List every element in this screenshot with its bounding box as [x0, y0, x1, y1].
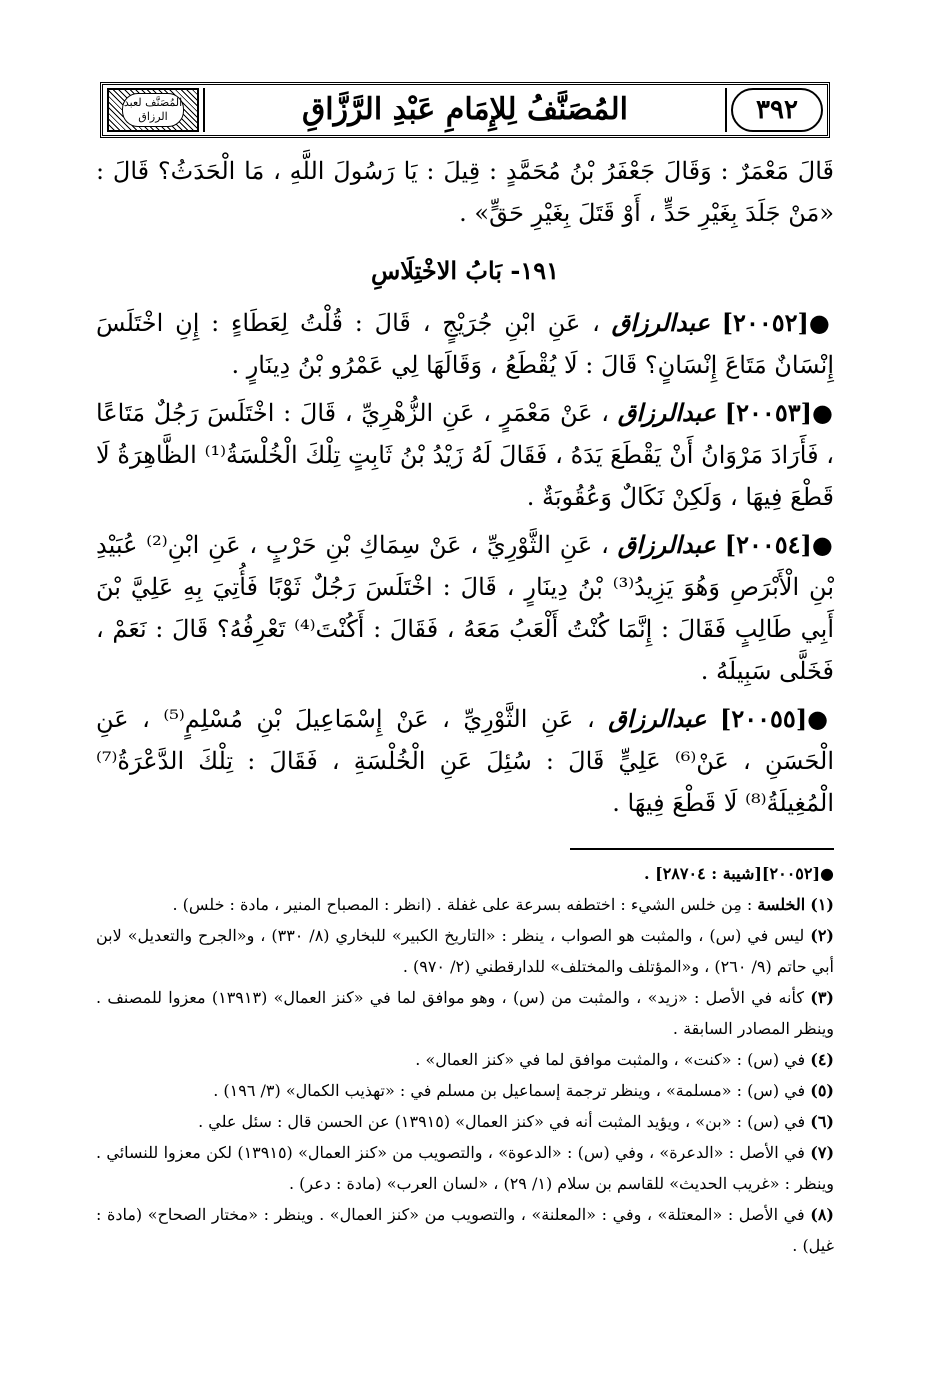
- page-header: [100, 82, 830, 138]
- book-seal-text: المُصَنَّف لعبد الرزاق: [122, 93, 184, 127]
- footnote-ref: (٢): [810, 926, 834, 945]
- footnote-6: [96, 1106, 834, 1137]
- footnote-text: في الأصل : «المعتلة» ، وفي : «المعلنة» ، والتصويب من «كنز العمال» . وينظر : «مختار الصحاح» (مادة : غيل) .: [96, 1205, 834, 1255]
- hadith-bullet: ●: [811, 398, 834, 427]
- footnote-text: في (س) : «مسلمة» ، وينظر ترجمة إسماعيل بن مسلم في : «تهذيب الكمال» (٣/ ١٩٦) .: [213, 1081, 806, 1100]
- footnote-3: [96, 982, 834, 1044]
- footnote-text: كأنه في الأصل : «زيد» ، والمثبت من (س) ، وهو موافق لما في «كنز العمال» (١٣٩١٣) معزوا للمصنف . وينظر المصادر السابقة .: [96, 988, 834, 1038]
- footnote-text: في الأصل : «الدعرة» ، وفي (س) : «الدعوة» ، والتصويب من «كنز العمال» (١٣٩١٥) لكن معزوا للنسائي . وينظر : «غريب الحديث» للقاسم بن سلام (١/ ٢٩) ، «لسان العرب» (مادة : دعر) .: [96, 1143, 834, 1193]
- footnote-term: الخلسة: [757, 895, 806, 914]
- footnotes: [96, 858, 834, 1261]
- hadith-bullet: ●: [811, 530, 834, 559]
- hadith-number: [٢٠٠٥٥]: [720, 704, 808, 733]
- hadith-bullet: ●: [807, 704, 834, 733]
- footnote-separator: [570, 848, 834, 850]
- hadith-text: ، عَنِ الثَّوْرِيِّ ، عَنْ سِمَاكِ بْنِ حَرْبٍ ، عَنِ ابْنِ⁽²⁾ عُبَيْدِ بْنِ الْأَبْرَصِ وَهُوَ يَزِيدُ⁽³⁾ بْنُ دِينَارٍ ، قَالَ : اخْتَلَسَ رَجُلٌ ثَوْبًا فَأُتِيَ بِهِ عَلِيَّ بْنَ أَبِي طَالِبٍ فَقَالَ : إِنَّمَا كُنْتُ أَلْعَبُ مَعَهُ ، فَقَالَ : أَكُنْتَ⁽⁴⁾ تَعْرِفُهُ؟ قَالَ : نَعَمْ ، فَخَلَّى سَبِيلَهُ .: [96, 531, 835, 685]
- opening-paragraph: قَالَ مَعْمَرٌ : وَقَالَ جَعْفَرُ بْنُ مُحَمَّدٍ : قِيلَ : يَا رَسُولَ اللَّهِ ، مَا الْحَدَثُ؟ قَالَ : «مَنْ جَلَدَ بِغَيْرِ حَدٍّ ، أَوْ قَتَلَ بِغَيْرِ حَقٍّ» .: [96, 157, 835, 227]
- chapter-heading: ١٩١- بَابُ الاخْتِلَاسِ: [371, 256, 559, 285]
- hadith-20052: [96, 302, 834, 386]
- footnote-5: [96, 1075, 834, 1106]
- main-text: [96, 150, 834, 830]
- footnote-text: : مِن خلس الشيء : اختطفه بسرعة على غفلة . (انظر : المصباح المنير ، مادة : خلس) .: [172, 895, 753, 914]
- book-seal: [107, 88, 199, 132]
- hadith-20053: [96, 392, 834, 518]
- hadith-20054: [96, 524, 834, 692]
- hadith-text: ، عَنِ ابْنِ جُرَيْجٍ ، قَالَ : قُلْتُ لِعَطَاءٍ : إِنِ اخْتَلَسَ إِنْسَانٌ مَتَاعَ إِنْسَانٍ؟ قَالَ : لَا يُقْطَعُ ، وَقَالَهَا لِي عَمْرُو بْنُ دِينَارٍ .: [96, 309, 834, 379]
- hadith-number: [٢٠٠٥٣]: [724, 398, 812, 427]
- page-number: ٣٩٢: [731, 88, 823, 132]
- hadith-number: [٢٠٠٥٤]: [724, 530, 812, 559]
- footnote-ref: (٣): [810, 988, 834, 1007]
- running-title: المُصَنَّفُ لِلإِمَامِ عَبْدِ الرَّزَّاقِ: [203, 88, 727, 132]
- footnote-text: في (س) : «كنت» ، والمثبت موافق لما في «كنز العمال» .: [415, 1050, 806, 1069]
- footnote-1: [96, 889, 834, 920]
- narrator-name: عبدالرزاق: [617, 398, 717, 427]
- footnote-ref: (٥): [810, 1081, 834, 1100]
- footnote-8: [96, 1199, 834, 1261]
- footnote-source-ref: ●[٢٠٠٥٢][شيبة : ٢٨٧٠٤] .: [643, 864, 834, 883]
- hadith-text: ، عَنْ مَعْمَرٍ ، عَنِ الزُّهْرِيِّ ، قَالَ : اخْتَلَسَ رَجُلٌ مَتَاعًا ، فَأَرَادَ مَرْوَانُ أَنْ يَقْطَعَ يَدَهُ ، فَقَالَ لَهُ زَيْدُ بْنُ ثَابِتٍ تِلْكَ الْخُلْسَةُ⁽¹⁾ الظَّاهِرَةُ لَا قَطْعَ فِيهَا ، وَلَكِنْ نَكَالٌ وَعُقُوبَةٌ .: [96, 399, 835, 511]
- footnote-ref: (٦): [810, 1112, 834, 1131]
- footnote-text: ليس في (س) ، والمثبت هو الصواب ، ينظر : «التاريخ الكبير» للبخاري (٨/ ٣٣٠) ، و«الجرح والتعديل» لابن أبي حاتم (٩/ ٢٦٠) ، و«المؤتلف والمختلف» للدارقطني (٢/ ٩٧٠) .: [96, 926, 834, 976]
- narrator-name: عبدالرزاق: [608, 704, 707, 733]
- hadith-number: [٢٠٠٥٢]: [721, 308, 809, 337]
- narrator-name: عبدالرزاق: [611, 308, 710, 337]
- narrator-name: عبدالرزاق: [617, 530, 716, 559]
- hadith-20055: [96, 698, 834, 824]
- footnote-ref: (٧): [810, 1143, 835, 1162]
- hadith-text: ، عَنِ الثَّوْرِيِّ ، عَنْ إِسْمَاعِيلَ بْنِ مُسْلِمٍ⁽⁵⁾ ، عَنِ الْحَسَنِ ، عَنْ⁽⁶⁾ عَلِيٍّ قَالَ : سُئِلَ عَنِ الْخُلْسَةِ ، فَقَالَ : تِلْكَ الدَّعْرَةُ⁽⁷⁾ الْمُغِيلَةُ⁽⁸⁾ لَا قَطْعَ فِيهَا .: [96, 705, 835, 817]
- footnote-ref: (١): [810, 895, 834, 914]
- footnote-2: [96, 920, 834, 982]
- footnote-7: [96, 1137, 834, 1199]
- footnote-text: في (س) : «بن» ، ويؤيد المثبت أنه في «كنز العمال» (١٣٩١٥) عن الحسن قال : سئل علي .: [198, 1112, 806, 1131]
- footnote-4: [96, 1044, 834, 1075]
- hadith-bullet: ●: [808, 308, 834, 337]
- footnote-ref: (٨): [810, 1205, 834, 1224]
- footnote-ref: (٤): [810, 1050, 834, 1069]
